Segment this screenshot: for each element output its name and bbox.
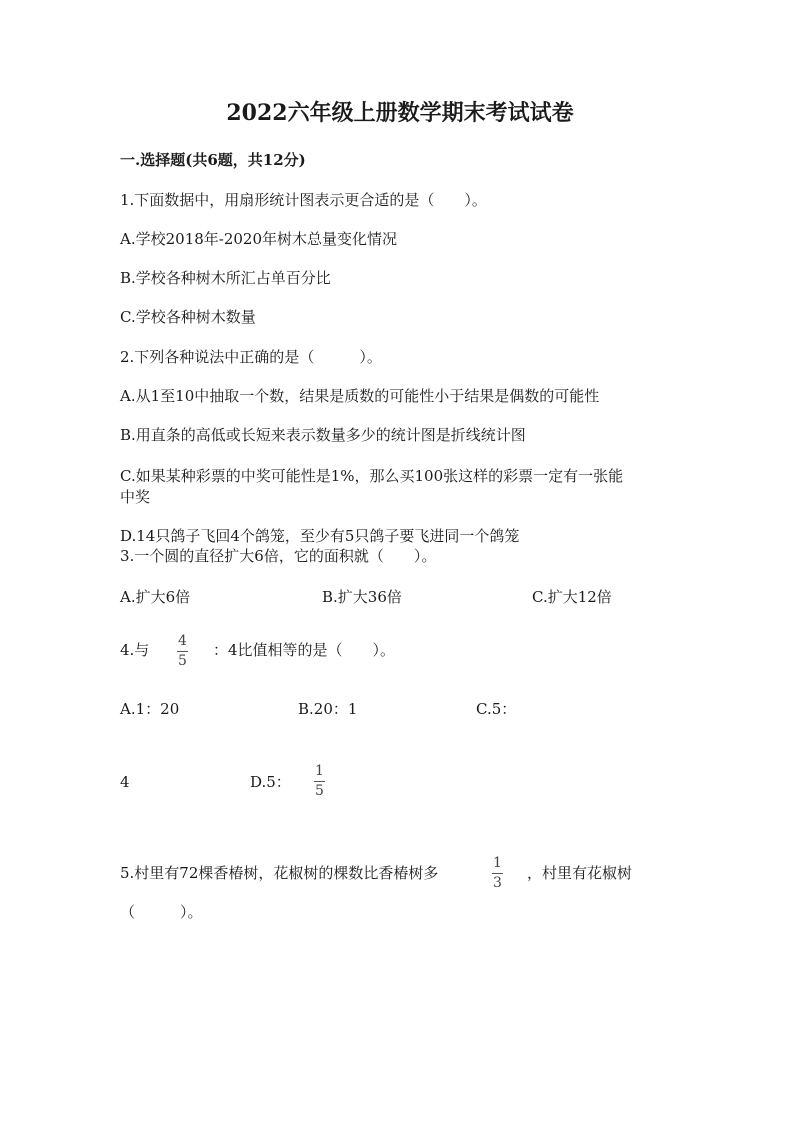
q4-fraction-numerator: 4 [178,633,187,649]
q4-option-b: B.20：1 [298,700,358,718]
q3-option-c: C.扩大12倍 [532,588,612,606]
q4-option-c: C.5： [476,700,517,718]
q5-answer-blank: （ ）。 [120,903,203,921]
q4-stem-before: 4.与 [120,641,150,659]
q1-stem: 1.下面数据中，用扇形统计图表示更合适的是（ ）。 [120,191,487,209]
q2-option-a: A.从1至10中抽取一个数，结果是质数的可能性小于结果是偶数的可能性 [120,387,600,405]
fraction-bar [177,651,188,652]
section-heading-choice: 一.选择题(共6题，共12分) [120,151,306,169]
q1-option-b: B.学校各种树木所汇占单百分比 [120,269,331,287]
q4-stem-after: ：4比值相等的是（ ）。 [213,641,396,659]
q4-option-a: A.1：20 [120,700,180,718]
q3-option-a: A.扩大6倍 [120,588,191,606]
q4-fraction [177,634,188,669]
q4-option-d-denominator: 5 [315,783,324,799]
q3-stem: 3.一个圆的直径扩大6倍，它的面积就（ ）。 [120,547,437,565]
fraction-bar [492,873,503,874]
q4-option-d-numerator: 1 [315,763,324,779]
q4-fraction-denominator: 5 [178,653,187,669]
q3-option-b: B.扩大36倍 [322,588,402,606]
q5-fraction-denominator: 3 [493,875,502,891]
q5-fraction [492,856,503,891]
page-title: 2022六年级上册数学期末考试试卷 [226,100,574,126]
q1-option-c: C.学校各种树木数量 [120,308,256,326]
q5-stem-after: ，村里有花椒树 [527,864,633,882]
q2-stem: 2.下列各种说法中正确的是（ ）。 [120,348,382,366]
q1-option-a: A.学校2018年-2020年树木总量变化情况 [120,230,398,248]
q2-option-c-line2: 中奖 [120,488,151,506]
q4-option-d-fraction [314,764,325,799]
q5-stem-before: 5.村里有72棵香椿树，花椒树的棵数比香椿树多 [120,864,439,882]
fraction-bar [314,781,325,782]
q4-option-c-continued: 4 [120,773,130,791]
q4-option-d: D.5： [250,773,291,791]
q2-option-b: B.用直条的高低或长短来表示数量多少的统计图是折线统计图 [120,426,526,444]
q5-fraction-numerator: 1 [493,855,502,871]
q2-option-c-line1: C.如果某种彩票的中奖可能性是1%，那么买100张这样的彩票一定有一张能 [120,467,624,485]
q2-option-d: D.14只鸽子飞回4个鸽笼，至少有5只鸽子要飞进同一个鸽笼 [120,527,520,545]
